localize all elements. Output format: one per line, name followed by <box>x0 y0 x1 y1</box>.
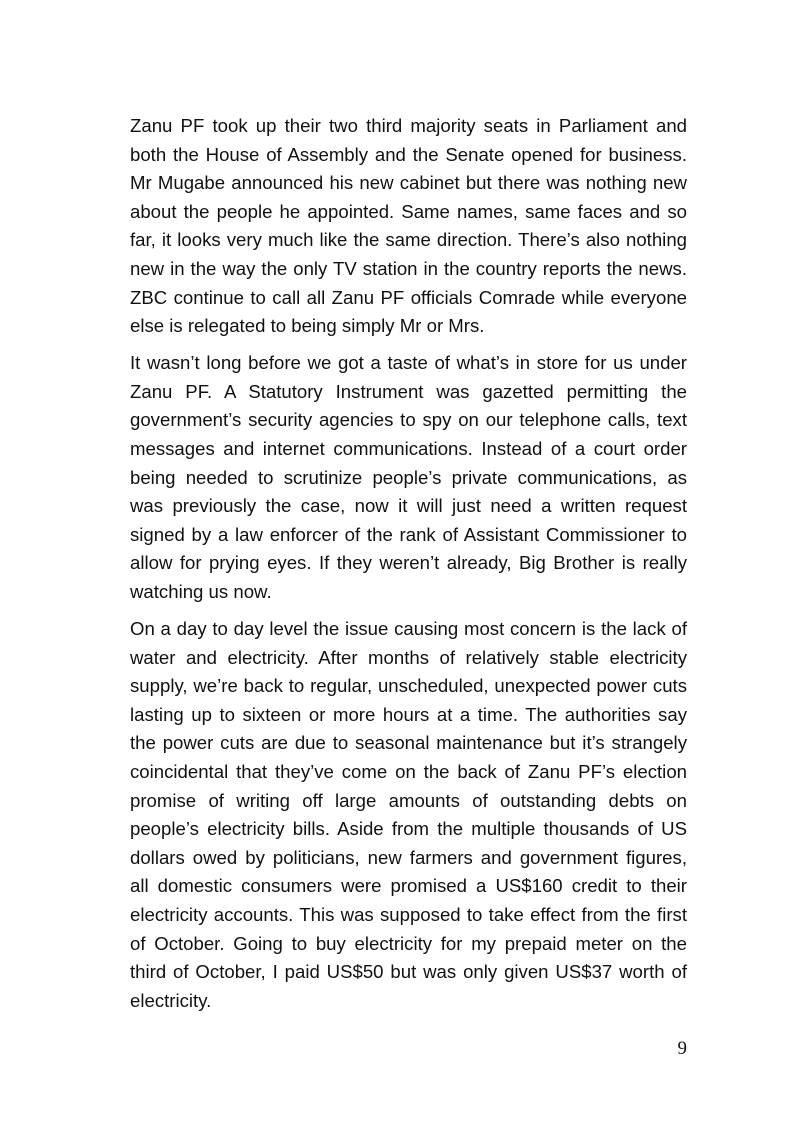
paragraph-statutory-instrument: It wasn’t long before we got a taste of what’s in store for us under Zanu PF. A Statutory Instrument was gazetted permitting the government’s security agencies to spy on our telephone calls, text messages and internet communications. Instead of a court order being needed to scrutinize people’s private communications, as was previously the case, now it will just need a written request signed by a law enforcer of the rank of Assistant Commissioner to allow for prying eyes. If they weren’t already, Big Brother is really watching us now. <box>130 352 687 602</box>
body-text <box>130 112 687 1024</box>
paragraph-water-electricity: On a day to day level the issue causing most concern is the lack of water and electricity. After months of relatively stable electricity supply, we’re back to regular, unscheduled, unexpected power cuts lasting up to sixteen or more hours at a time. The authorities say the power cuts are due to seasonal maintenance but it’s strangely coincidental that they’ve come on the back of Zanu PF’s election promise of writing off large amounts of outstanding debts on people’s electricity bills. Aside from the multiple thousands of US dollars owed by politicians, new farmers and government figures, all domestic consumers were promised a US$160 credit to their electricity accounts. This was supposed to take effect from the first of October. Going to buy electricity for my prepaid meter on the third of October, I paid US$50 but was only given US$37 worth of electricity. <box>130 618 687 1011</box>
page-number: 9 <box>677 1038 687 1059</box>
paragraph-parliament-cabinet: Zanu PF took up their two third majority seats in Parliament and both the House of Assembly and the Senate opened for business. Mr Mugabe announced his new cabinet but there was nothing new about the people he appointed. Same names, same faces and so far, it looks very much like the same direction. There’s also nothing new in the way the only TV station in the country reports the news. ZBC continue to call all Zanu PF officials Comrade while everyone else is relegated to being simply Mr or Mrs. <box>130 115 687 337</box>
